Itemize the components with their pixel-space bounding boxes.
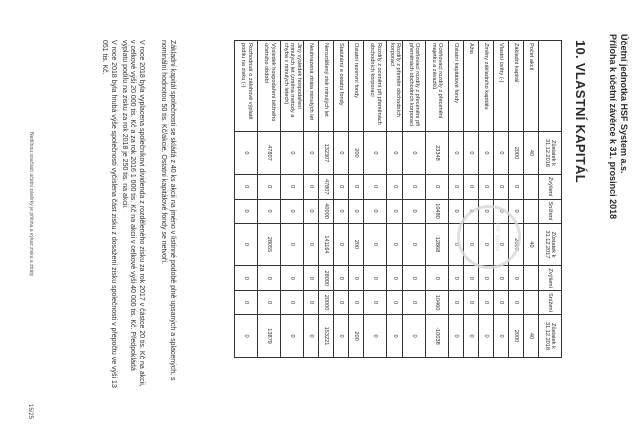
table-cell: 13879: [258, 315, 281, 358]
table-cell: 0: [235, 291, 258, 315]
header-subtitle: Příloha k účetní závěrce k 31. prosinci 2018: [608, 34, 618, 220]
row-label: Oceňovací rozdíly z přecenění při přeměnách obchodních korporací: [403, 41, 426, 132]
table-cell: 0: [479, 223, 494, 266]
table-cell: [524, 291, 539, 315]
table-cell: 47807: [258, 132, 281, 175]
table-cell: 28000: [319, 266, 334, 291]
table-cell: 47807: [319, 174, 334, 199]
table-cell: 0: [449, 199, 464, 223]
table-cell: 0: [387, 266, 403, 291]
table-cell: 0: [464, 291, 479, 315]
table-cell: 0: [449, 174, 464, 199]
table-cell: 0: [479, 291, 494, 315]
table-cell: 0: [304, 315, 319, 358]
column-header: Snížení: [539, 291, 562, 315]
row-label: Změny základního kapitálu: [479, 41, 494, 132]
table-cell: 0: [449, 266, 464, 291]
table-cell: 0: [349, 266, 364, 291]
table-row: [258, 41, 281, 358]
table-cell: 0: [464, 266, 479, 291]
table-row: [235, 41, 258, 358]
table-cell: 0: [258, 291, 281, 315]
table-cell: 0: [334, 315, 349, 358]
table-cell: 0: [387, 174, 403, 199]
table-cell: 40: [524, 132, 539, 175]
table-cell: 153221: [319, 315, 334, 358]
table-cell: 132307: [319, 132, 334, 175]
column-header: [539, 41, 562, 132]
column-header: Zůstatek k 31.12.2016: [539, 132, 562, 175]
table-cell: 0: [235, 174, 258, 199]
table-cell: 0: [509, 266, 524, 291]
table-cell: 0: [464, 199, 479, 223]
table-cell: 23348: [426, 132, 449, 175]
paragraph-dividend: V roce 2018 byla vyplacena společníkovi dividenda z rozděleného zisku za rok 2017 v částce 20 tis. Kč na akcii, v celkové výši 20 000 tis. Kč a za rok 2016 1 000 tis. Kč na akcii v celkové výši 40 000 tis. Kč. Předpokládá výplatu podílu na zisku za rok 2018 je 250 tis. na akcii.: [120, 40, 145, 387]
row-label: Rozdíly z ocenění při přeměnách obchodních korporací: [364, 41, 387, 132]
table-cell: 0: [387, 132, 403, 175]
table-cell: 0: [364, 291, 387, 315]
table-row: [387, 41, 403, 358]
table-cell: 0: [258, 199, 281, 223]
table-cell: 0: [403, 132, 426, 175]
table-cell: 0: [364, 266, 387, 291]
row-label: Neuhrazená ztráta minulých let: [304, 41, 319, 132]
page-number: 15/25: [27, 404, 33, 420]
table-cell: 0: [426, 266, 449, 291]
table-cell: 0: [235, 223, 258, 266]
table-cell: 0: [494, 291, 509, 315]
table-cell: 0: [449, 315, 464, 358]
column-header: Zvýšení: [539, 266, 562, 291]
table-cell: 0: [449, 223, 464, 266]
table-cell: 0: [426, 174, 449, 199]
table-row: [364, 41, 387, 358]
table-cell: 2000: [509, 223, 524, 266]
section-title: 10. VLASTNÍ KAPITÁL: [573, 40, 588, 183]
table-cell: 0: [403, 266, 426, 291]
table-cell: 0: [304, 223, 319, 266]
row-label: Počet akcií: [524, 41, 539, 132]
paragraph-profit: V roce 2018 byla hrubá výše společnosti vyčíslena část zisku z dosažení zisku společnosti v přepočtu ve výši 13 051 tis. Kč.: [101, 40, 117, 388]
table-cell: 0: [364, 132, 387, 175]
table-cell: 0: [494, 132, 509, 175]
table-cell: 0: [479, 199, 494, 223]
table-cell: 0: [334, 199, 349, 223]
column-header: Zvýšení: [539, 174, 562, 199]
table-cell: 0: [387, 315, 403, 358]
table-cell: 0: [258, 174, 281, 199]
column-header: Zůstatek k 31.12.2018: [539, 315, 562, 358]
table-cell: 0: [364, 315, 387, 358]
company-stamp: [457, 205, 521, 269]
table-cell: 0: [304, 291, 319, 315]
table-cell: 0: [281, 291, 304, 315]
table-cell: 0: [235, 266, 258, 291]
row-label: Statutární a ostatní fondy: [334, 41, 349, 132]
table-cell: 0: [479, 266, 494, 291]
table-cell: 40: [524, 223, 539, 266]
row-label: Ostatní kapitálové fondy: [449, 41, 464, 132]
row-label: Ostatní rezervní fondy: [349, 41, 364, 132]
table-cell: 0: [387, 291, 403, 315]
table-cell: [524, 266, 539, 291]
table-cell: 40000: [319, 199, 334, 223]
table-cell: 0: [449, 132, 464, 175]
footer-note: Nedílnou součástí účetní závěrky je přiloha a výkaz zisku a ztráty: [28, 132, 34, 277]
table-cell: 0: [304, 132, 319, 175]
row-label: Nerozdělený zisk minulých let: [319, 41, 334, 132]
table-row: [524, 41, 539, 358]
header-entity: Účetní jednotka HSF System a.s.: [619, 34, 629, 174]
table-row: [509, 41, 524, 358]
table-cell: 12868: [426, 223, 449, 266]
table-cell: 0: [464, 132, 479, 175]
table-cell: 0: [494, 266, 509, 291]
table-cell: 0: [281, 132, 304, 175]
table-row: [349, 41, 364, 358]
table-cell: 0: [403, 199, 426, 223]
table-cell: 0: [464, 315, 479, 358]
table-row: [426, 41, 449, 358]
table-cell: 20000: [319, 291, 334, 315]
table-cell: [524, 174, 539, 199]
table-row: [464, 41, 479, 358]
table-cell: 0: [281, 315, 304, 358]
table-cell: 0: [403, 223, 426, 266]
table-cell: [524, 199, 539, 223]
paragraph-capital: Základní kapitál společnosti se skládá z 40 ks akcií na jméno v listinné podobě plně upsaných a splacených, s nominální hodnotou 50 tis. Kč/akcie. Ostatní kapitálové fondy se netvoří.: [160, 40, 176, 381]
row-label: Základní kapitál: [509, 41, 524, 132]
table-cell: 0: [494, 174, 509, 199]
table-cell: 0: [509, 174, 524, 199]
table-cell: 0: [494, 199, 509, 223]
table-cell: 200: [349, 223, 364, 266]
table-cell: 10480: [426, 199, 449, 223]
row-label: Rozhodnutí o zálohové výplatě podílu na zisku (-): [235, 41, 258, 132]
row-label: Výsledek hospodaření běžného účetního období: [258, 41, 281, 132]
table-cell: 10460: [426, 291, 449, 315]
table-cell: 0: [304, 199, 319, 223]
table-body: [235, 41, 539, 358]
table-row: [281, 41, 304, 358]
table-cell: 0: [281, 199, 304, 223]
table-cell: 200: [349, 132, 364, 175]
table-cell: 28055: [258, 223, 281, 266]
table-cell: 0: [304, 266, 319, 291]
table-cell: 40: [524, 315, 539, 358]
table-cell: 0: [403, 174, 426, 199]
table-cell: 2000: [509, 315, 524, 358]
table-row: [479, 41, 494, 358]
table-cell: 0: [258, 266, 281, 291]
table-cell: 0: [334, 223, 349, 266]
row-label: Ážio: [464, 41, 479, 132]
document-header: [607, 34, 629, 219]
table-cell: 0: [509, 199, 524, 223]
table-cell: 0: [235, 199, 258, 223]
table-cell: 0: [479, 174, 494, 199]
table-row: [319, 41, 334, 358]
table-cell: 0: [349, 291, 364, 315]
table-cell: 141164: [319, 223, 334, 266]
table-cell: -10038: [426, 315, 449, 358]
table-cell: 0: [494, 315, 509, 358]
table-cell: 2000: [509, 132, 524, 175]
table-cell: 0: [403, 291, 426, 315]
table-cell: 0: [387, 199, 403, 223]
table-cell: 0: [403, 315, 426, 358]
table-cell: 0: [449, 291, 464, 315]
table-cell: 0: [494, 223, 509, 266]
row-label: Jiný výsledek hospodaření minulých let (změna metody a chyba v minulých letech): [281, 41, 304, 132]
table-cell: 0: [281, 266, 304, 291]
table-row: [403, 41, 426, 358]
row-label: Rozdíly z přeměn obchodních korporací: [387, 41, 403, 132]
table-cell: 0: [349, 174, 364, 199]
table-row: [304, 41, 319, 358]
table-cell: 0: [479, 315, 494, 358]
table-cell: 0: [364, 199, 387, 223]
table-row: [334, 41, 349, 358]
row-label: Oceňovací rozdíly z přecenění majetku a závazků: [426, 41, 449, 132]
table-cell: 0: [235, 315, 258, 358]
table-cell: 0: [464, 223, 479, 266]
table-cell: 0: [364, 223, 387, 266]
table-cell: 0: [387, 223, 403, 266]
table-header-row: [539, 41, 562, 358]
stamp-text: HSF System: [494, 222, 500, 252]
table-cell: 0: [464, 174, 479, 199]
table-cell: 0: [281, 174, 304, 199]
table-cell: 0: [334, 291, 349, 315]
table-cell: 0: [509, 291, 524, 315]
column-header: Snížení: [539, 199, 562, 223]
table-cell: 0: [349, 199, 364, 223]
row-label: Vlastní úvěry (-): [494, 41, 509, 132]
table-cell: 0: [334, 266, 349, 291]
equity-table: [234, 40, 562, 358]
table-cell: 0: [281, 223, 304, 266]
column-header: Zůstatek k 31.12.2017: [539, 223, 562, 266]
table-row: [449, 41, 464, 358]
table-cell: 0: [479, 132, 494, 175]
table-cell: 200: [349, 315, 364, 358]
table-cell: 0: [334, 174, 349, 199]
table-cell: 0: [235, 132, 258, 175]
table-cell: 0: [334, 132, 349, 175]
table-cell: 0: [364, 174, 387, 199]
table-cell: 0: [304, 174, 319, 199]
table-row: [494, 41, 509, 358]
